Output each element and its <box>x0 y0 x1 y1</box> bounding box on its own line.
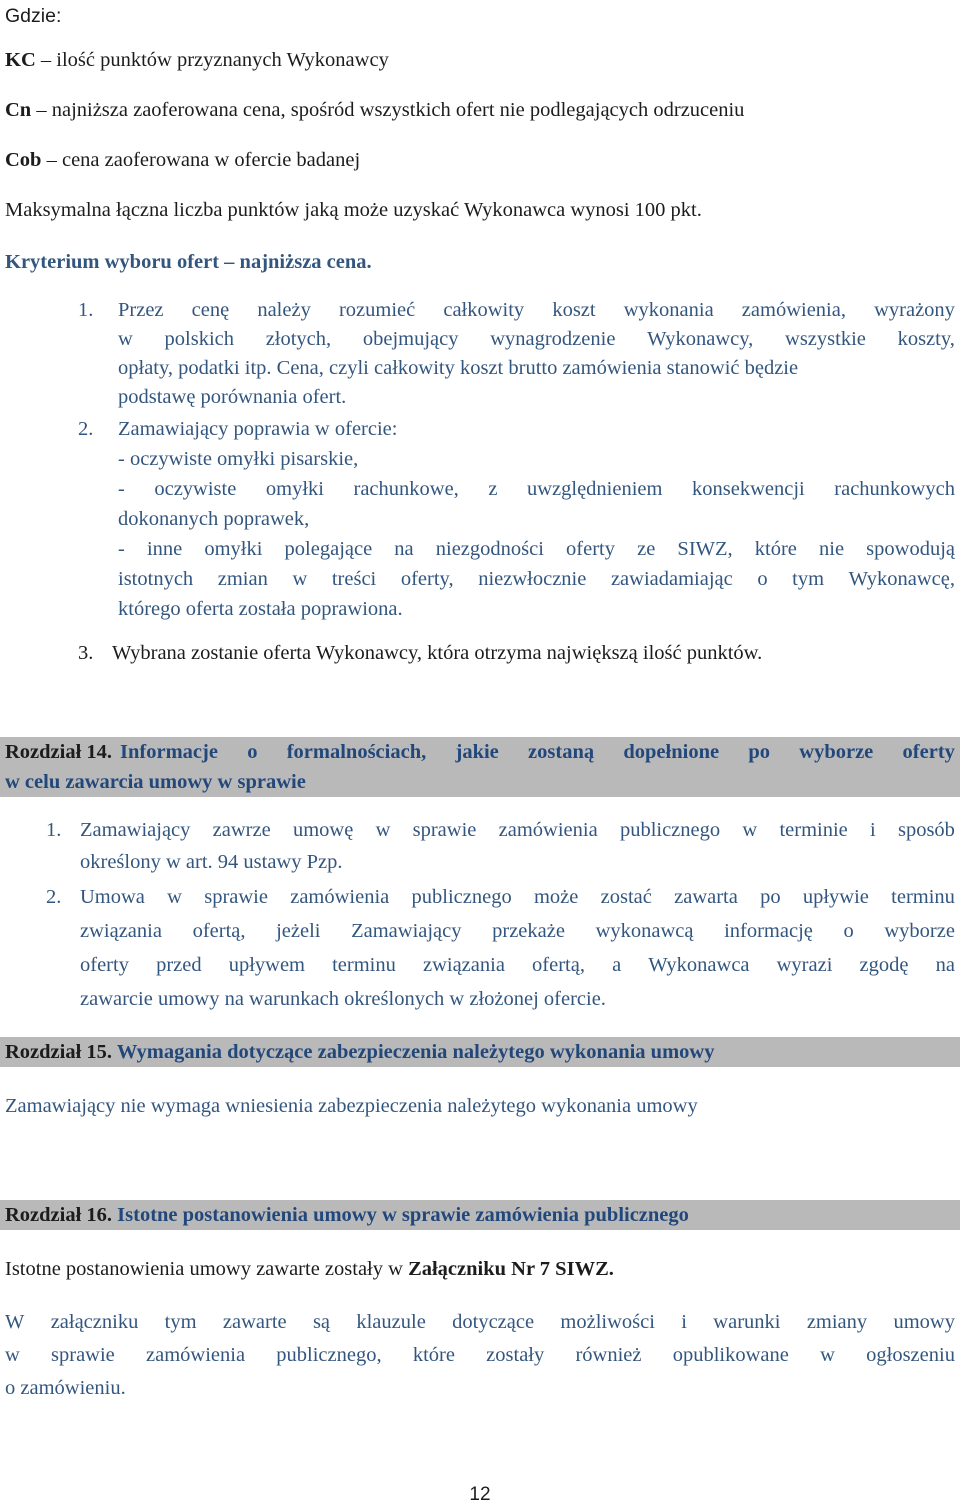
word: Wykonawcę, <box>848 568 955 590</box>
word: wykonania <box>623 299 714 321</box>
word: zamówienia, <box>741 299 846 321</box>
word: wyrażony <box>874 299 955 321</box>
word: polskich <box>164 328 234 350</box>
word: cenę <box>191 299 230 321</box>
word: upływem <box>228 954 305 976</box>
word: istotnych <box>118 568 194 590</box>
text-line: określony w art. 94 ustawy Pzp. <box>80 851 343 873</box>
word: oferty <box>80 954 129 976</box>
word: w <box>742 819 758 841</box>
evaluation-item-2 <box>118 416 397 442</box>
word: zostaną <box>528 741 595 763</box>
chapter-label: Rozdział 15. <box>5 1041 113 1063</box>
word: i <box>681 1311 687 1333</box>
word: wyborze <box>884 920 955 942</box>
text-line: zawarcie umowy na warunkach określonych w złożonej ofercie. <box>80 988 606 1010</box>
chapter-label: Rozdział 14. <box>5 741 113 763</box>
justified-line <box>80 952 955 978</box>
word: koszt <box>552 299 596 321</box>
word: sprawie <box>51 1344 115 1366</box>
word: należy <box>257 299 311 321</box>
text-line: - oczywiste omyłki pisarskie, <box>118 448 359 470</box>
definition-term: Cob <box>5 149 42 171</box>
word: związania <box>422 954 505 976</box>
word: nie <box>819 538 845 560</box>
word: terminu <box>891 886 955 908</box>
evaluation-item-2-number: 2. <box>78 418 94 440</box>
definition-text: – najniższa zaoferowana cena, spośród wszystkich ofert nie podlegających odrzuceniu <box>31 99 745 121</box>
word: publicznego <box>619 819 721 841</box>
evaluation-item-2-body <box>118 446 955 622</box>
word: o <box>757 568 768 590</box>
word: zawarta <box>674 886 738 908</box>
word: terminu <box>332 954 396 976</box>
word: złotych, <box>265 328 332 350</box>
page-number: 12 <box>469 1484 491 1505</box>
word: zostały <box>486 1344 545 1366</box>
word: koszty, <box>897 328 955 350</box>
word: zamówienia <box>146 1344 246 1366</box>
word: Zamawiający <box>80 819 191 841</box>
definition-text: – ilość punktów przyznanych Wykonawcy <box>35 49 389 71</box>
word: niezwłocznie <box>478 568 587 590</box>
word: zmiany <box>806 1311 868 1333</box>
word: przekaże <box>492 920 565 942</box>
word: są <box>312 1311 331 1333</box>
heading-line <box>5 737 955 767</box>
word: Wykonawcy, <box>647 328 754 350</box>
word: również <box>575 1344 642 1366</box>
word: możliwości <box>560 1311 655 1333</box>
word: Zamawiający <box>351 920 462 942</box>
word: wszystkie <box>785 328 866 350</box>
chapter-16-text <box>5 1256 614 1282</box>
justified-line <box>5 1309 955 1335</box>
max-points-text: Maksymalna łączna liczba punktów jaką może uzyskać Wykonawca wynosi 100 pkt. <box>5 199 702 221</box>
word: warunki <box>713 1311 781 1333</box>
chapter-16-paragraph <box>5 1309 955 1401</box>
definition-cob <box>5 147 360 173</box>
word: - <box>118 478 125 500</box>
word: Informacje <box>120 741 218 763</box>
word: niezgodności <box>435 538 544 560</box>
word: klauzule <box>356 1311 426 1333</box>
word: dotyczące <box>452 1311 535 1333</box>
word: polegające <box>284 538 373 560</box>
word: formalnościach, <box>286 741 427 763</box>
chapter-14-item-2 <box>80 884 955 1012</box>
word: całkowity <box>443 299 525 321</box>
intro-label: Gdzie: <box>5 5 62 27</box>
word: rozumieć <box>338 299 416 321</box>
word: upływie <box>802 886 869 908</box>
word: i <box>870 819 876 841</box>
definition-kc <box>5 47 389 73</box>
word: które <box>412 1344 455 1366</box>
criterion-text: Kryterium wyboru ofert – najniższa cena. <box>5 251 372 273</box>
word: przed <box>156 954 202 976</box>
chapter-title: Istotne postanowienia umowy w sprawie zamówienia publicznego <box>117 1204 689 1226</box>
evaluation-item-1 <box>118 297 955 410</box>
word: zamówienia <box>290 886 390 908</box>
word: może <box>533 886 579 908</box>
attachment-reference: Załączniku Nr 7 SIWZ. <box>408 1258 614 1280</box>
word: ze <box>637 538 656 560</box>
word: oferty, <box>400 568 454 590</box>
text-line: którego oferta została poprawiona. <box>118 598 403 620</box>
chapter-title: Wymagania dotyczące zabezpieczenia należytego wykonania umowy <box>116 1041 715 1063</box>
word: wynagrodzenie <box>490 328 616 350</box>
text-line: dokonanych poprawek, <box>118 508 310 530</box>
word: ofertą, <box>192 920 246 942</box>
definition-text: – cena zaoferowana w ofercie badanej <box>41 149 361 171</box>
word: dopełnione <box>623 741 720 763</box>
word: informację <box>724 920 813 942</box>
justified-line <box>118 297 955 323</box>
word: umowy <box>893 1311 955 1333</box>
word: publicznego, <box>276 1344 382 1366</box>
word: zgodę <box>859 954 909 976</box>
word: Wykonawca <box>648 954 750 976</box>
word: Przez <box>118 299 164 321</box>
word: z <box>488 478 498 500</box>
justified-line <box>5 1342 955 1368</box>
word: o <box>247 741 258 763</box>
word: po <box>748 741 770 763</box>
chapter-label: Rozdział 16. <box>5 1204 113 1226</box>
word: konsekwencji <box>692 478 805 500</box>
chapter-title-line-2: w celu zawarcia umowy w sprawie <box>5 771 306 793</box>
justified-line <box>118 536 955 562</box>
word: ogłoszeniu <box>866 1344 955 1366</box>
justified-line <box>80 817 955 843</box>
word: o <box>843 920 854 942</box>
chapter-14-item-2-number: 2. <box>46 886 62 908</box>
word: w <box>118 328 133 350</box>
word: SIWZ, <box>677 538 733 560</box>
word: załączniku <box>50 1311 139 1333</box>
word: Umowa <box>80 886 145 908</box>
word: w <box>820 1344 835 1366</box>
word: umowę <box>292 819 354 841</box>
word: W <box>5 1311 25 1333</box>
chapter-14-heading <box>0 737 960 797</box>
word: w <box>375 819 391 841</box>
definition-term: KC <box>5 49 36 71</box>
word: rachunkowych <box>834 478 955 500</box>
definition-cn <box>5 97 744 123</box>
word: na <box>935 954 955 976</box>
word: spowodują <box>866 538 955 560</box>
word: jeżeli <box>276 920 321 942</box>
chapter-16-heading <box>0 1200 960 1230</box>
word: zostać <box>600 886 652 908</box>
justified-line <box>80 884 955 910</box>
word: wyborze <box>799 741 874 763</box>
word: - <box>118 538 125 560</box>
word: treści <box>331 568 377 590</box>
word: po <box>760 886 781 908</box>
word: sprawie <box>204 886 268 908</box>
word: omyłki <box>204 538 263 560</box>
justified-line <box>80 918 955 944</box>
chapter-15-text: Zamawiający nie wymaga wniesienia zabezpieczenia należytego wykonania umowy <box>5 1095 698 1117</box>
definition-term: Cn <box>5 99 32 121</box>
justified-line <box>118 476 955 502</box>
word: publicznego <box>411 886 512 908</box>
word: tym <box>792 568 825 590</box>
word: wyrazi <box>776 954 833 976</box>
word: związania <box>80 920 162 942</box>
word: opublikowane <box>672 1344 789 1366</box>
chapter-14-item-1 <box>80 817 955 875</box>
word: wykonawcą <box>595 920 694 942</box>
word: a <box>612 954 622 976</box>
text-line: Zamawiający poprawia w ofercie: <box>118 418 398 440</box>
text-line: opłaty, podatki itp. Cena, czyli całkowity koszt brutto zamówienia stanowić będzie <box>118 357 799 379</box>
word: w <box>5 1344 20 1366</box>
word: zmian <box>217 568 268 590</box>
chapter-title <box>120 737 955 767</box>
word: sposób <box>897 819 955 841</box>
word: na <box>394 538 414 560</box>
word: oferty <box>566 538 615 560</box>
word: omyłki <box>265 478 324 500</box>
word: oczywiste <box>154 478 237 500</box>
word: tym <box>164 1311 197 1333</box>
word: sprawie <box>412 819 477 841</box>
word: które <box>754 538 797 560</box>
text-prefix: Istotne postanowienia umowy zawarte zostały w <box>5 1258 409 1280</box>
evaluation-item-3-number: 3. <box>78 642 94 664</box>
word: zawrze <box>212 819 271 841</box>
word: terminie <box>779 819 848 841</box>
word: uwzględnieniem <box>526 478 663 500</box>
justified-line <box>118 326 955 352</box>
word: zawarte <box>222 1311 287 1333</box>
word: inne <box>146 538 183 560</box>
word: rachunkowe, <box>353 478 459 500</box>
evaluation-item-1-number: 1. <box>78 299 94 321</box>
text-line: o zamówieniu. <box>5 1377 126 1399</box>
chapter-15-heading <box>0 1037 960 1067</box>
word: oferty <box>902 741 955 763</box>
word: obejmujący <box>362 328 459 350</box>
justified-line <box>118 566 955 592</box>
word: zawiadamiając <box>610 568 733 590</box>
text-line: podstawę porównania ofert. <box>118 386 347 408</box>
evaluation-item-3: Wybrana zostanie oferta Wykonawcy, która otrzyma największą ilość punktów. <box>112 642 763 664</box>
word: ofertą, <box>532 954 585 976</box>
word: w <box>292 568 308 590</box>
word: zamówienia <box>498 819 598 841</box>
word: jakie <box>455 741 499 763</box>
chapter-14-item-1-number: 1. <box>46 819 62 841</box>
word: w <box>167 886 182 908</box>
